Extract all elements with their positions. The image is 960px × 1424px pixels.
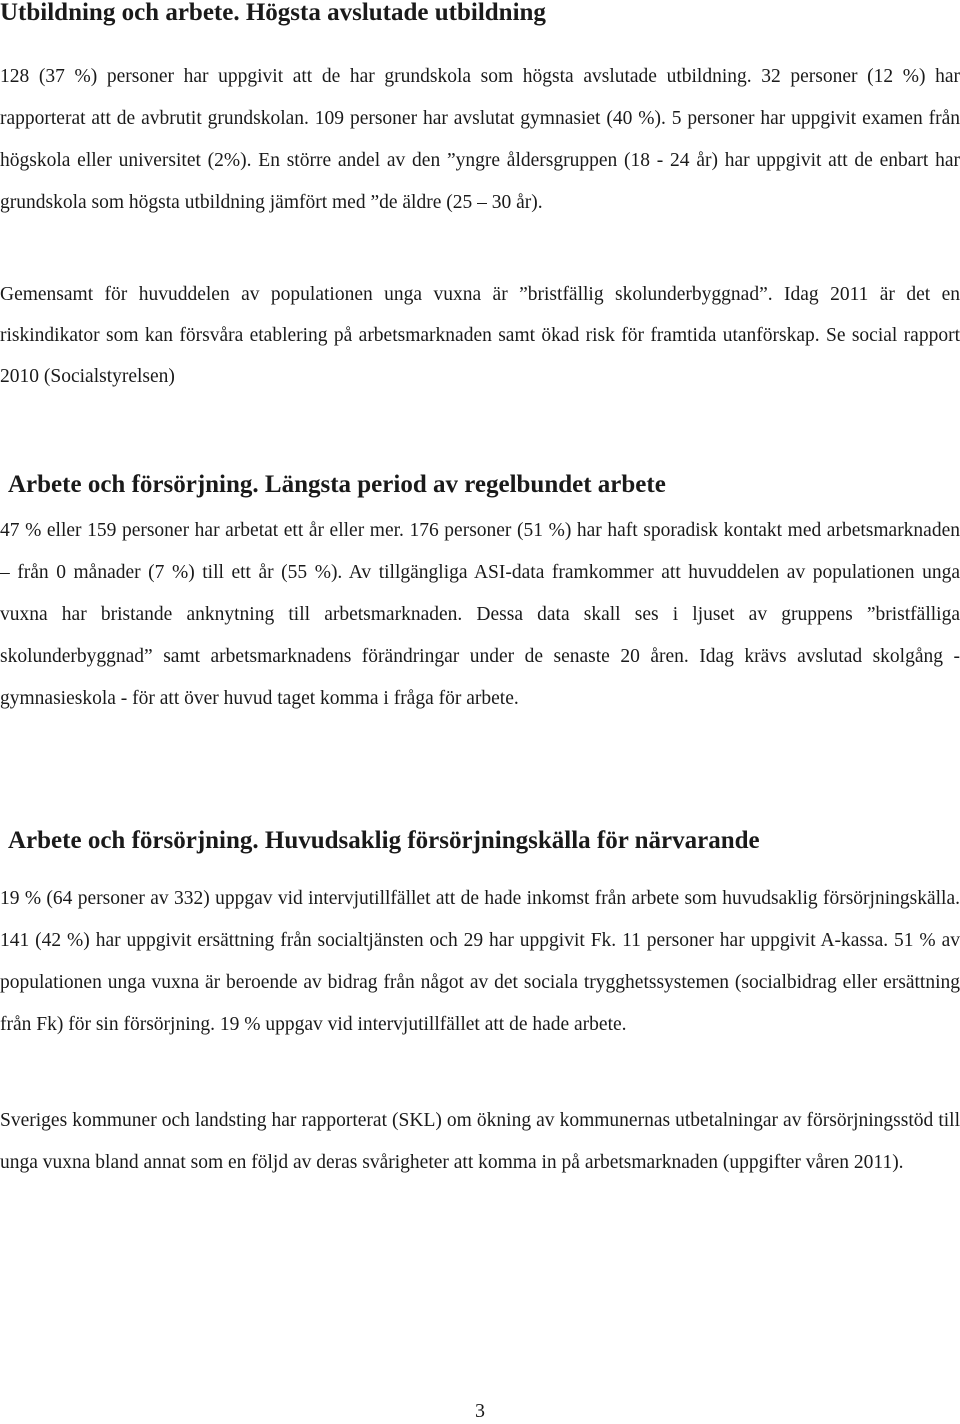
section-heading-income-source: Arbete och försörjning. Huvudsaklig försörjningskälla för närvarande: [8, 827, 760, 854]
section-heading-work-period: Arbete och försörjning. Längsta period av regelbundet arbete: [8, 471, 666, 498]
paragraph-skl-report: Sveriges kommuner och landsting har rapporterat (SKL) om ökning av kommunernas utbetalningar av försörjningsstöd till unga vuxna bland annat som en följd av deras svårigheter att komma in på arbetsmarknaden (uppgifter våren 2011).: [0, 1110, 960, 1173]
paragraph-work-period: 47 % eller 159 personer har arbetat ett år eller mer. 176 personer (51 %) har haft sporadisk kontakt med arbetsmarknaden – från 0 månader (7 %) till ett år (55 %). Av tillgängliga ASI-data framkommer att huvuddelen av populationen unga vuxna har bristande anknytning till arbetsmarknaden. Dessa data skall ses i ljuset av gruppens ”bristfälliga skolunderbyggnad” samt arbetsmarknadens förändringar under de senaste 20 åren. Idag krävs avslutad skolgång - gymnasieskola - för att över huvud taget komma i fråga för arbete.: [0, 520, 960, 709]
paragraph-school-deficiency: Gemensamt för huvuddelen av populationen unga vuxna är ”bristfällig skolunderbyggnad”. Idag 2011 är det en riskindikator som kan försvåra etablering på arbetsmarknaden samt ökad risk för framtida utanförskap. Se social rapport 2010 (Socialstyrelsen): [0, 284, 960, 387]
section-heading-education: Utbildning och arbete. Högsta avslutade utbildning: [0, 0, 546, 26]
page-number: 3: [475, 1400, 485, 1422]
paragraph-income-source: 19 % (64 personer av 332) uppgav vid intervjutillfället att de hade inkomst från arbete som huvudsaklig försörjningskälla. 141 (42 %) har uppgivit ersättning från socialtjänsten och 29 har uppgivit Fk. 11 personer har uppgivit A-kassa. 51 % av populationen unga vuxna är beroende av bidrag från något av det sociala trygghetssystemen (socialbidrag eller ersättning från Fk) för sin försörjning. 19 % uppgav vid intervjutillfället att de hade arbete.: [0, 888, 960, 1035]
paragraph-education-levels: 128 (37 %) personer har uppgivit att de har grundskola som högsta avslutade utbildning. 32 personer (12 %) har rapporterat att de avbrutit grundskolan. 109 personer har avslutat gymnasiet (40 %). 5 personer har uppgivit examen från högskola eller universitet (2%). En större andel av den ”yngre åldersgruppen (18 - 24 år) har uppgivit att de enbart har grundskola som högsta utbildning jämfört med ”de äldre (25 – 30 år).: [0, 66, 960, 213]
